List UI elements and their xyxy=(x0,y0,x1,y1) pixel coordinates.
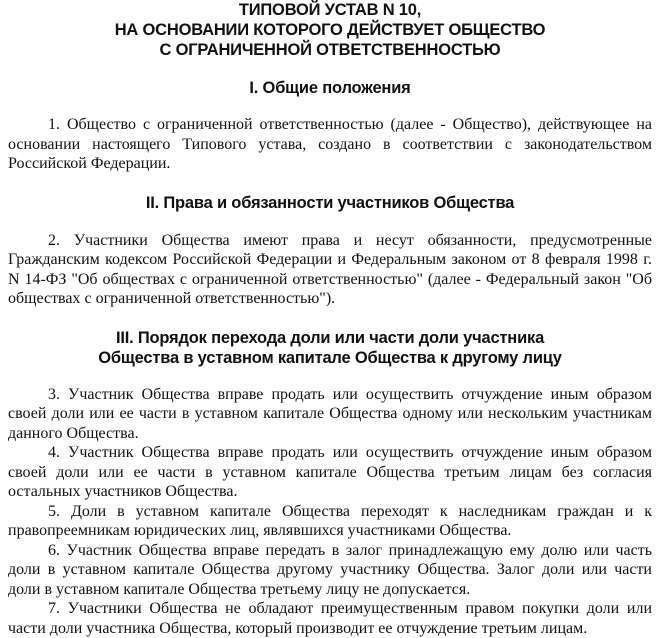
section-participant-rights xyxy=(8,193,652,309)
paragraph-6: 6. Участник Общества вправе передать в залог принадлежащую ему долю или часть доли в уставном капитале Общества другому участнику Общества. Залог доли или части доли в уставном капитале Общества третьему лицу не допускается. xyxy=(8,541,652,600)
title-line: ТИПОВОЙ УСТАВ N 10, xyxy=(8,0,652,20)
paragraph-4: 4. Участник Общества вправе продать или осуществить отчуждение иным образом своей доли или ее части в уставном капитале Общества третьим лицам без согласия остальных участников Общества. xyxy=(8,443,652,502)
paragraph-3: 3. Участник Общества вправе продать или осуществить отчуждение иным образом своей доли или ее части в уставном капитале Общества одному или нескольким участникам данного Общества. xyxy=(8,385,652,444)
section-general-provisions xyxy=(8,78,652,174)
title-line: С ОГРАНИЧЕННОЙ ОТВЕТСТВЕННОСТЬЮ xyxy=(8,40,652,60)
section-heading-line: Общества в уставном капитале Общества к другому лицу xyxy=(8,348,652,368)
title-line: НА ОСНОВАНИИ КОТОРОГО ДЕЙСТВУЕТ ОБЩЕСТВО xyxy=(8,20,652,40)
paragraph-1: 1. Общество с ограниченной ответственностью (далее - Общество), действующее на основании настоящего Типового устава, создано в соответствии с законодательством Российской Федерации. xyxy=(8,115,652,174)
section-heading xyxy=(8,328,652,368)
section-heading xyxy=(8,193,652,213)
section-heading xyxy=(8,78,652,98)
document-title xyxy=(8,0,652,60)
paragraph-2: 2. Участники Общества имеют права и несут обязанности, предусмотренные Гражданским кодексом Российской Федерации и Федеральным законом от 8 февраля 1998 г. N 14-ФЗ "Об обществах с ограниченной ответственностью" (далее - Федеральный закон "Об обществах с ограниченной ответственностью"). xyxy=(8,231,652,309)
section-heading-line: I. Общие положения xyxy=(8,78,652,98)
section-share-transfer xyxy=(8,328,652,638)
paragraph-5: 5. Доли в уставном капитале Общества переходят к наследникам граждан и к правопреемникам юридических лиц, являвшихся участниками Общества. xyxy=(8,502,652,541)
paragraph-7: 7. Участники Общества не обладают преимущественным правом покупки доли или части доли участника Общества, который производит ее отчуждение третьим лицам. xyxy=(8,599,652,638)
section-heading-line: II. Права и обязанности участников Общества xyxy=(8,193,652,213)
section-heading-line: III. Порядок перехода доли или части доли участника xyxy=(8,328,652,348)
